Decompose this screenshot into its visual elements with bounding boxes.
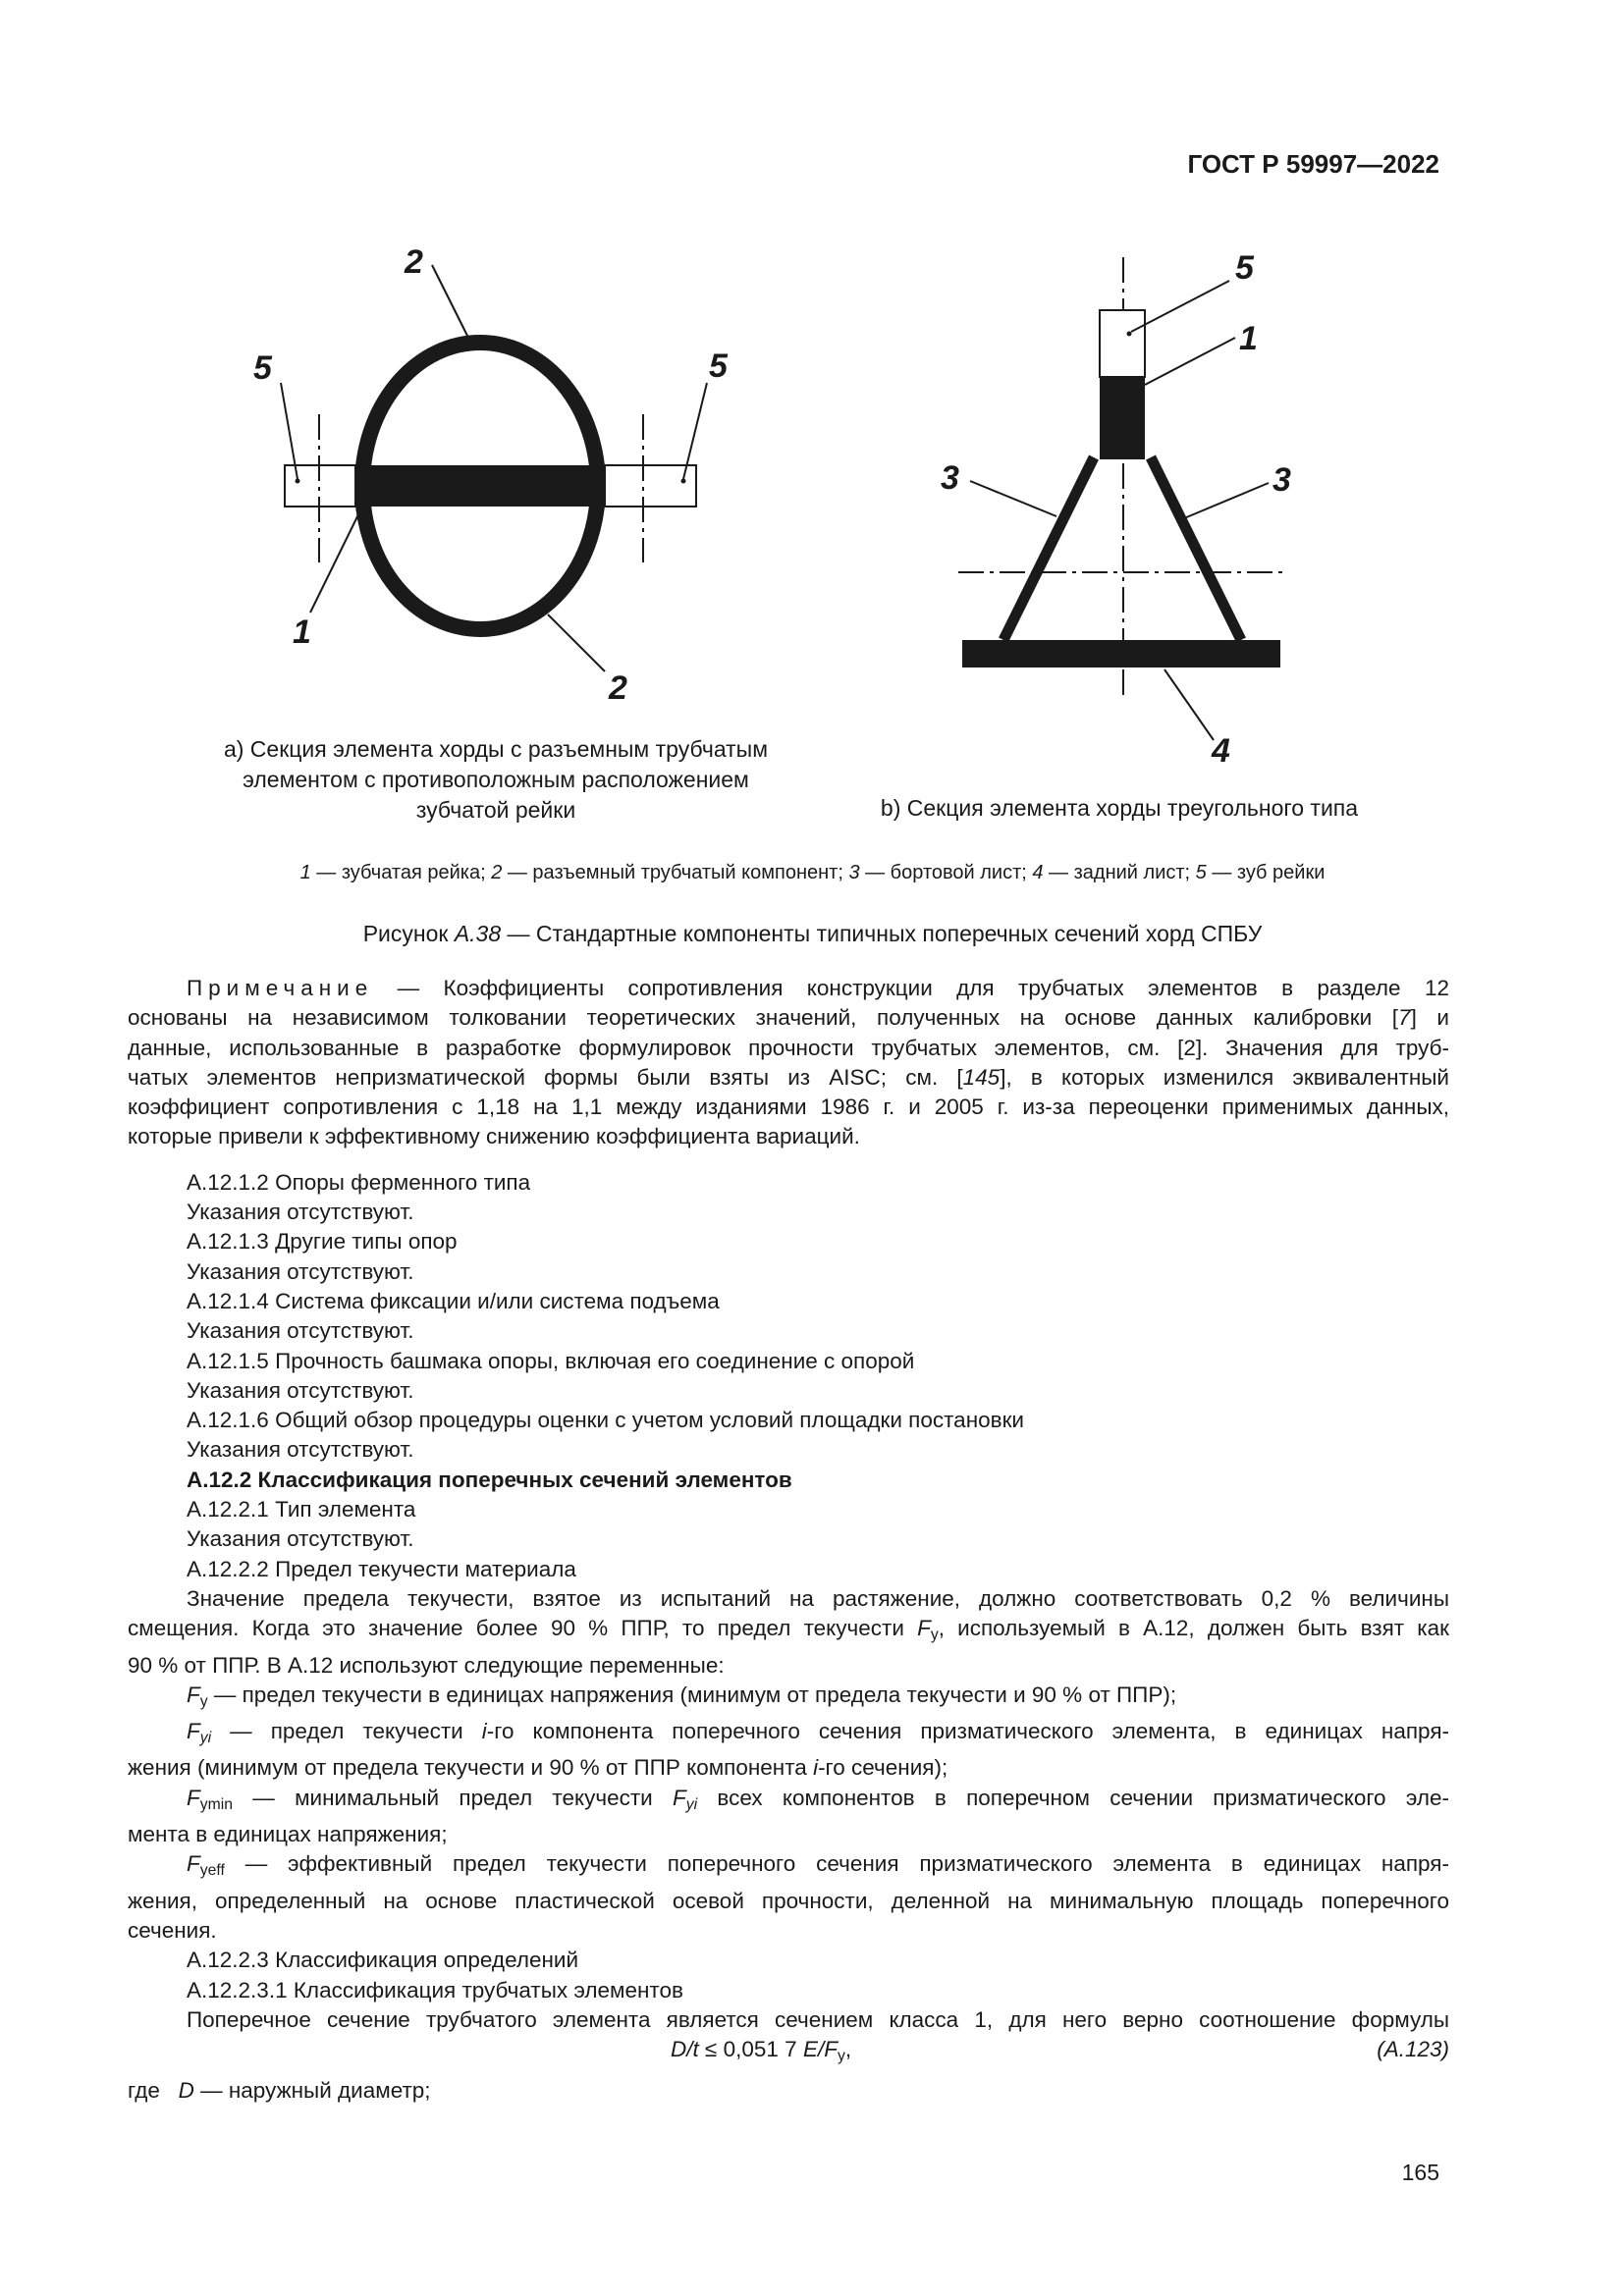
var-fyeff-2: жения, определенный на основе пластической осевой прочности, деленной на минимальную площадь поперечного	[128, 1888, 1449, 1913]
label-1: 1	[293, 614, 311, 651]
document-header: ГОСТ Р 59997—2022	[1187, 149, 1439, 179]
note-line-3: данные, использованные в разработке формулировок прочности трубчатых элементов, см. [2]. Значения для труб-	[128, 1035, 1449, 1060]
tube-lower-half	[362, 487, 598, 629]
label-5-right: 5	[709, 347, 728, 385]
note-line-4: чатых элементов непризматической формы были взяты из AISC; см. [145], в которых изменился эквивалентный	[128, 1064, 1449, 1090]
formula-a123: D/t ≤ 0,051 7 $E/F_y$, (А.123)	[671, 2037, 1449, 2065]
figure-b-drawing	[941, 249, 1291, 770]
tooth-b	[1100, 310, 1145, 377]
label-2-bottom: 2	[609, 669, 627, 707]
side-plate-left	[1003, 457, 1094, 640]
para-class1: Поперечное сечение трубчатого элемента является сечением класса 1, для него верно соотношение формулы	[187, 2006, 1449, 2032]
page-number: 165	[1401, 2160, 1439, 2185]
para-yield-2: смещения. Когда это значение более 90 % ППР, то предел текучести $F_y$, используемый в А.12, должен быть взят как	[128, 1616, 1449, 1644]
section-a1212: А.12.1.2 Опоры ферменного типа	[187, 1169, 531, 1195]
back-plate	[962, 640, 1280, 667]
formula-number: (А.123)	[1377, 2037, 1449, 2062]
section-a1216: А.12.1.6 Общий обзор процедуры оценки с учетом условий площадки постановки	[187, 1408, 1025, 1433]
label-2-top: 2	[405, 243, 423, 281]
section-a1215: А.12.1.5 Прочность башмака опоры, включая его соединение с опорой	[187, 1348, 915, 1373]
label-b-5: 5	[1235, 249, 1254, 287]
label-b-4: 4	[1212, 732, 1230, 770]
figure-a-drawing	[253, 243, 729, 707]
caption-a: a) Секция элемента хорды с разъемным трубчатым элементом с противоположным расположением зубчатой рейки	[223, 736, 769, 823]
para-yield-3: 90 % от ППР. В А.12 используют следующие переменные:	[128, 1652, 725, 1678]
label-b-1: 1	[1239, 320, 1258, 357]
note-line-2: основаны на независимом толковании теоретических значений, полученных на основе данных калибровки [7] и	[128, 1005, 1450, 1031]
section-a1221: А.12.2.1 Тип элемента	[187, 1497, 416, 1522]
section-note: Указания отсутствуют.	[187, 1258, 414, 1284]
var-fyi-2: жения (минимум от предела текучести и 90 % от ППР компонента i-го сечения);	[128, 1755, 948, 1781]
section-note: Указания отсутствуют.	[187, 1200, 414, 1225]
label-b-3-right: 3	[1272, 461, 1291, 499]
figure-legend: 1 — зубчатая рейка; 2 — разъемный трубчатый компонент; 3 — бортовой лист; 4 — задний лист; 5 — зуб рейки	[299, 862, 1326, 883]
section-a1222: А.12.2.2 Предел текучести материала	[187, 1556, 576, 1581]
heading-a122: А.12.2 Классификация поперечных сечений элементов	[187, 1467, 792, 1492]
tooth-right	[605, 465, 696, 507]
var-fy: $F_y$ — предел текучести в единицах напряжения (минимум от предела текучести и 90 % от ППР);	[187, 1682, 1177, 1710]
rack-b	[1100, 377, 1145, 459]
var-fyeff-1: $F_{yeff}$ — эффективный предел текучести поперечного сечения призматического элемента в единицах напря-	[187, 1851, 1449, 1880]
figure-title: Рисунок А.38 — Стандартные компоненты типичных поперечных сечений хорд СПБУ	[362, 921, 1263, 946]
var-fymin-1: $F_{ymin}$ — минимальный предел текучести $F_{yi}$ всех компонентов в поперечном сечении призматического эле-	[187, 1785, 1449, 1813]
var-fyi-1: $F_{yi}$ — предел текучести i-го компонента поперечного сечения призматического элемента, в единицах напря-	[187, 1719, 1449, 1747]
where-line: где D — наружный диаметр;	[128, 2078, 431, 2104]
section-note: Указания отсутствуют.	[187, 1526, 414, 1552]
note-line-1: Примечание — Коэффициенты сопротивления конструкции для трубчатых элементов в разделе 12	[187, 976, 1449, 1000]
side-plate-right	[1151, 457, 1241, 640]
section-note: Указания отсутствуют.	[187, 1437, 414, 1463]
figure-a38	[0, 0, 1624, 844]
section-a12231: А.12.2.3.1 Классификация трубчатых элементов	[187, 1977, 683, 2002]
label-5-left: 5	[253, 349, 272, 387]
section-note: Указания отсутствуют.	[187, 1377, 414, 1403]
var-fyeff-3: сечения.	[128, 1917, 217, 1943]
rack-bar	[355, 465, 605, 507]
label-b-3-left: 3	[941, 459, 959, 497]
var-fymin-2: мента в единицах напряжения;	[128, 1822, 448, 1847]
tube-upper-half	[362, 343, 598, 485]
para-yield-1: Значение предела текучести, взятое из испытаний на растяжение, должно соответствовать 0,2 % величины	[187, 1585, 1449, 1611]
note-line-6: которые привели к эффективному снижению коэффициента вариаций.	[128, 1124, 860, 1149]
section-a1223: А.12.2.3 Классификация определений	[187, 1948, 579, 1973]
section-a1214: А.12.1.4 Система фиксации и/или система подъема	[187, 1288, 720, 1313]
body-text	[128, 974, 1449, 2106]
note-line-5: коэффициент сопротивления с 1,18 на 1,1 между изданиями 1986 г. и 2005 г. из-за переоценки применимых данных,	[128, 1095, 1449, 1120]
section-a1213: А.12.1.3 Другие типы опор	[187, 1229, 458, 1255]
caption-b: b) Секция элемента хорды треугольного типа	[880, 795, 1359, 821]
section-note: Указания отсутствуют.	[187, 1318, 414, 1344]
